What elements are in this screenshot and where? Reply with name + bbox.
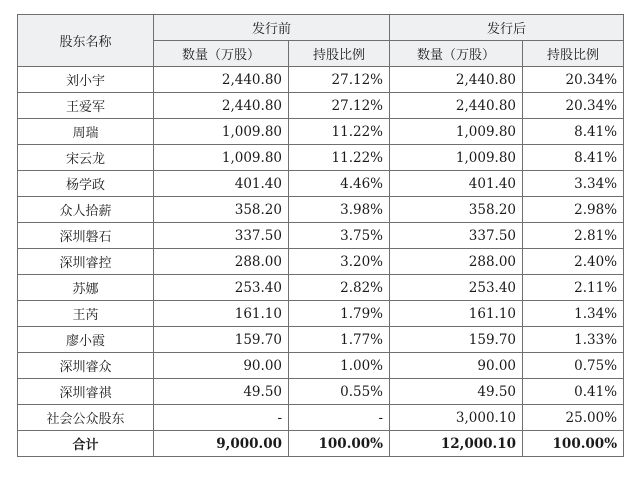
after-shares-cell: 2,440.80 (390, 93, 523, 119)
after-ratio-cell: 2.40% (523, 249, 624, 275)
before-ratio-cell: 4.46% (289, 171, 390, 197)
table-row (18, 93, 624, 119)
table-row (18, 119, 624, 145)
table-row (18, 223, 624, 249)
after-ratio-cell: 25.00% (523, 405, 624, 431)
after-ratio-cell: 2.98% (523, 197, 624, 223)
after-shares-cell: 337.50 (390, 223, 523, 249)
before-ratio-cell: 27.12% (289, 93, 390, 119)
after-shares-cell: 253.40 (390, 275, 523, 301)
before-ratio-cell: 11.22% (289, 119, 390, 145)
after-ratio-cell: 1.33% (523, 327, 624, 353)
table-row (18, 301, 624, 327)
table-row (18, 379, 624, 405)
shareholder-name-cell: 苏娜 (18, 275, 154, 301)
before-shares-cell: 401.40 (154, 171, 289, 197)
shareholder-name-cell: 廖小霞 (18, 327, 154, 353)
header-row-group (18, 15, 624, 41)
before-ratio-cell: 1.77% (289, 327, 390, 353)
shareholder-name-cell: 王爱军 (18, 93, 154, 119)
table-row (18, 145, 624, 171)
header-after-issue: 发行后 (390, 15, 624, 41)
before-shares-cell: 288.00 (154, 249, 289, 275)
after-shares-cell: 2,440.80 (390, 67, 523, 93)
table-row (18, 249, 624, 275)
shareholder-name-cell: 社会公众股东 (18, 405, 154, 431)
after-ratio-cell: 8.41% (523, 145, 624, 171)
before-ratio-cell: 0.55% (289, 379, 390, 405)
table-row (18, 327, 624, 353)
shareholder-name-cell: 合计 (18, 431, 154, 457)
shareholder-name-cell: 周瑞 (18, 119, 154, 145)
shareholder-name-cell: 刘小宇 (18, 67, 154, 93)
before-ratio-cell: 1.79% (289, 301, 390, 327)
after-ratio-cell: 1.34% (523, 301, 624, 327)
header-before-ratio: 持股比例 (289, 41, 390, 67)
table-row (18, 275, 624, 301)
shareholder-name-cell: 深圳睿祺 (18, 379, 154, 405)
header-after-shares: 数量（万股） (390, 41, 523, 67)
before-ratio-cell: 11.22% (289, 145, 390, 171)
table-row (18, 405, 624, 431)
before-shares-cell: 358.20 (154, 197, 289, 223)
after-ratio-cell: 0.41% (523, 379, 624, 405)
before-shares-cell: 159.70 (154, 327, 289, 353)
before-shares-cell: 1,009.80 (154, 145, 289, 171)
before-shares-cell: 2,440.80 (154, 67, 289, 93)
shareholder-name-cell: 深圳睿众 (18, 353, 154, 379)
before-shares-cell: 2,440.80 (154, 93, 289, 119)
before-ratio-cell: 1.00% (289, 353, 390, 379)
shareholder-name-cell: 宋云龙 (18, 145, 154, 171)
before-shares-cell: 90.00 (154, 353, 289, 379)
after-ratio-cell: 8.41% (523, 119, 624, 145)
after-shares-cell: 49.50 (390, 379, 523, 405)
after-shares-cell: 288.00 (390, 249, 523, 275)
after-ratio-cell: 20.34% (523, 93, 624, 119)
before-shares-cell: 161.10 (154, 301, 289, 327)
table-row (18, 67, 624, 93)
header-before-issue: 发行前 (154, 15, 390, 41)
table-row (18, 197, 624, 223)
after-shares-cell: 159.70 (390, 327, 523, 353)
header-shareholder-name: 股东名称 (18, 15, 154, 67)
after-ratio-cell: 0.75% (523, 353, 624, 379)
after-ratio-cell: 2.81% (523, 223, 624, 249)
after-ratio-cell: 3.34% (523, 171, 624, 197)
after-shares-cell: 1,009.80 (390, 145, 523, 171)
after-ratio-cell: 2.11% (523, 275, 624, 301)
before-shares-cell: 337.50 (154, 223, 289, 249)
before-shares-cell: 253.40 (154, 275, 289, 301)
before-shares-cell: - (154, 405, 289, 431)
shareholder-name-cell: 深圳睿控 (18, 249, 154, 275)
before-ratio-cell: 100.00% (289, 431, 390, 457)
header-after-ratio: 持股比例 (523, 41, 624, 67)
table-row (18, 353, 624, 379)
after-shares-cell: 401.40 (390, 171, 523, 197)
before-shares-cell: 49.50 (154, 379, 289, 405)
total-row (18, 431, 624, 457)
after-shares-cell: 90.00 (390, 353, 523, 379)
after-shares-cell: 161.10 (390, 301, 523, 327)
shareholder-name-cell: 杨学政 (18, 171, 154, 197)
shareholder-name-cell: 深圳磐石 (18, 223, 154, 249)
before-ratio-cell: 3.75% (289, 223, 390, 249)
before-ratio-cell: 3.20% (289, 249, 390, 275)
shareholder-name-cell: 众人拾薪 (18, 197, 154, 223)
before-ratio-cell: 2.82% (289, 275, 390, 301)
before-ratio-cell: 27.12% (289, 67, 390, 93)
table-body (18, 67, 624, 457)
shareholding-table (17, 14, 624, 457)
before-shares-cell: 9,000.00 (154, 431, 289, 457)
before-ratio-cell: 3.98% (289, 197, 390, 223)
table-row (18, 171, 624, 197)
after-shares-cell: 12,000.10 (390, 431, 523, 457)
header-before-shares: 数量（万股） (154, 41, 289, 67)
after-shares-cell: 358.20 (390, 197, 523, 223)
before-shares-cell: 1,009.80 (154, 119, 289, 145)
after-shares-cell: 3,000.10 (390, 405, 523, 431)
after-shares-cell: 1,009.80 (390, 119, 523, 145)
shareholder-name-cell: 王芮 (18, 301, 154, 327)
after-ratio-cell: 100.00% (523, 431, 624, 457)
before-ratio-cell: - (289, 405, 390, 431)
after-ratio-cell: 20.34% (523, 67, 624, 93)
